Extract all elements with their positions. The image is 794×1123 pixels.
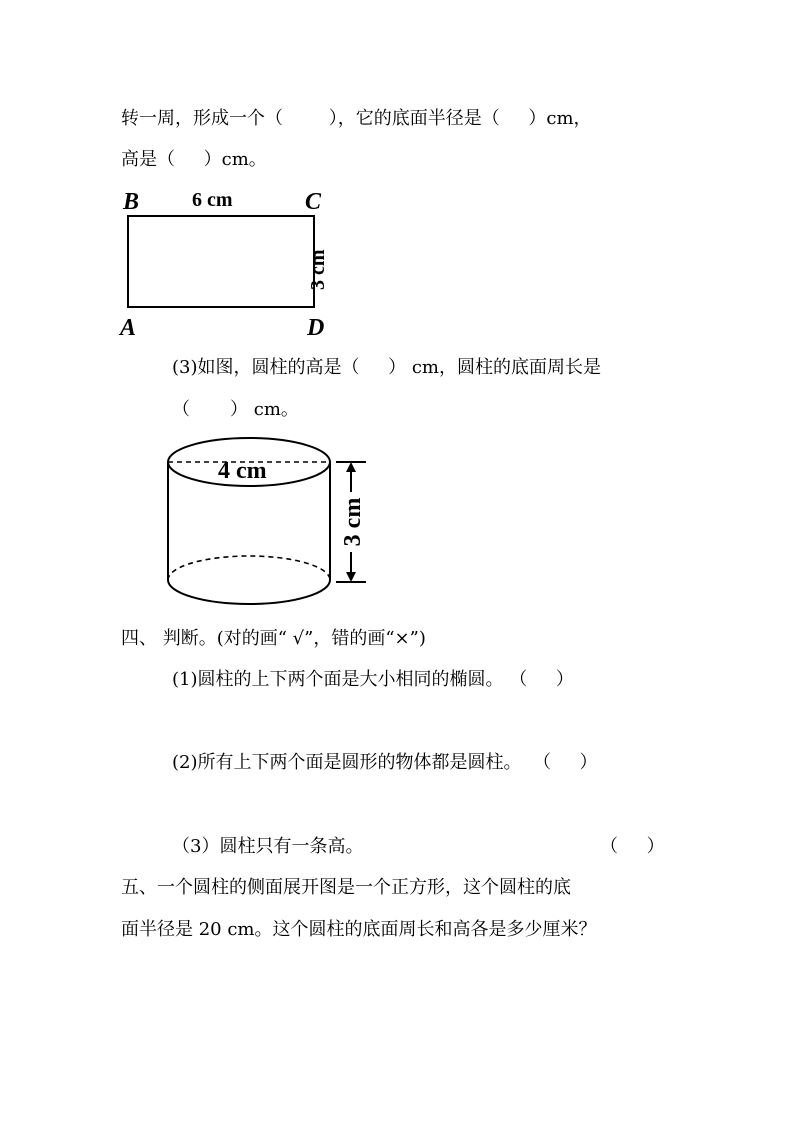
section4-title: 四、 判断。(对的画“ √”，错的画“×”) bbox=[121, 628, 426, 649]
section4-item2: (2)所有上下两个面是圆形的物体都是圆柱。 （ ） bbox=[172, 752, 598, 773]
height-label: 3 cm bbox=[340, 497, 366, 547]
rectangle-abcd bbox=[128, 216, 314, 307]
label-d: D bbox=[307, 315, 325, 341]
rectangle-figure bbox=[110, 182, 350, 342]
q3-text-line1: (3)如图，圆柱的高是（ ） cm，圆柱的底面周长是 bbox=[172, 357, 601, 378]
diameter-label: 4 cm bbox=[218, 458, 267, 484]
q2-text-line2: 高是（ ）cm。 bbox=[121, 149, 267, 170]
height-arrowhead-down bbox=[346, 572, 356, 582]
label-c: C bbox=[305, 189, 322, 215]
section5-line2: 面半径是 20 cm。这个圆柱的底面周长和高各是多少厘米？ bbox=[121, 919, 597, 940]
top-dimension: 6 cm bbox=[192, 189, 233, 211]
cylinder-figure bbox=[160, 430, 380, 615]
q3-text-line2: （ ） cm。 bbox=[172, 399, 299, 420]
section4-item3-answer-paren: （ ） bbox=[600, 836, 665, 857]
label-a: A bbox=[120, 315, 137, 341]
cylinder-bottom-back-dashed bbox=[168, 556, 330, 580]
side-dimension: 3 cm bbox=[307, 249, 329, 290]
label-b: B bbox=[123, 189, 140, 215]
q2-text-line1: 转一周，形成一个（ ），它的底面半径是（ ）cm， bbox=[121, 108, 592, 129]
section4-item3: （3）圆柱只有一条高。 bbox=[172, 836, 364, 857]
height-arrowhead-up bbox=[346, 462, 356, 472]
cylinder-bottom-front bbox=[168, 580, 330, 604]
section4-item1: (1)圆柱的上下两个面是大小相同的椭圆。 （ ） bbox=[172, 669, 574, 690]
section5-line1: 五、一个圆柱的侧面展开图是一个正方形，这个圆柱的底 bbox=[121, 877, 571, 898]
